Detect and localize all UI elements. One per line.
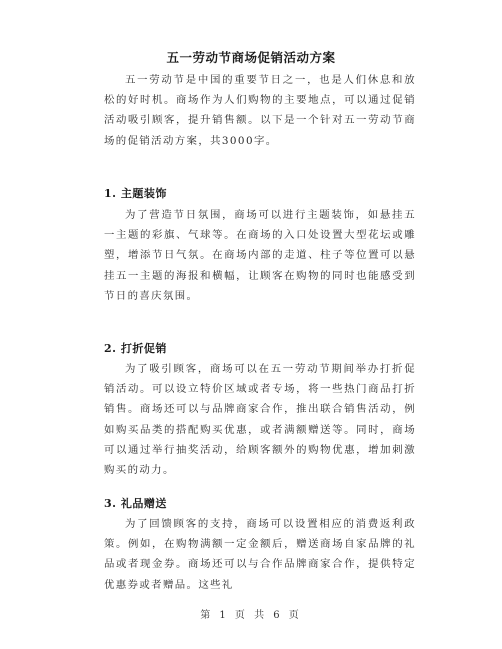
document-title: 五一劳动节商场促销活动方案 xyxy=(166,50,336,65)
section-heading-gift: 3. 礼品赠送 xyxy=(104,497,167,510)
section-text-discount: 为了吸引顾客，商场可以在五一劳动节期间举办打折促销活动。可以设立特价区域或者专场，将一些热门商品打折销售。商场还可以与品牌商家合作，推出联合销售活动，例如购买品类的搭配购买优惠，或者满额赠送等。同时，商场可以通过举行抽奖活动，给顾客额外的购物优惠，增加刺激购买的动力。 xyxy=(104,363,416,477)
section-heading-decoration: 1. 主题装饰 xyxy=(104,187,167,200)
intro-paragraph: 五一劳动节是中国的重要节日之一，也是人们休息和放松的好时机。商场作为人们购物的主要地点，可以通过促销活动吸引顾客，提升销售额。以下是一个针对五一劳动节商场的促销活动方案，共3000字。 xyxy=(104,74,416,147)
section-text-decoration: 为了营造节日氛围，商场可以进行主题装饰，如悬挂五一主题的彩旗、气球等。在商场的入口处设置大型花坛或雕塑，增添节日气氛。在商场内部的走道、柱子等位置可以悬挂五一主题的海报和横幅，让顾客在购物的同时也能感受到节日的喜庆氛围。 xyxy=(104,209,416,302)
page-number-footer: 第 1 页 共 6 页 xyxy=(200,610,302,621)
section-heading-discount: 2. 打折促销 xyxy=(104,342,167,355)
section-text-gift: 为了回馈顾客的支持，商场可以设置相应的消费返利政策。例如，在购物满额一定金额后，赠送商场自家品牌的礼品或者现金券。商场还可以与合作品牌商家合作，提供特定优惠券或者赠品。这些礼 xyxy=(104,518,416,591)
